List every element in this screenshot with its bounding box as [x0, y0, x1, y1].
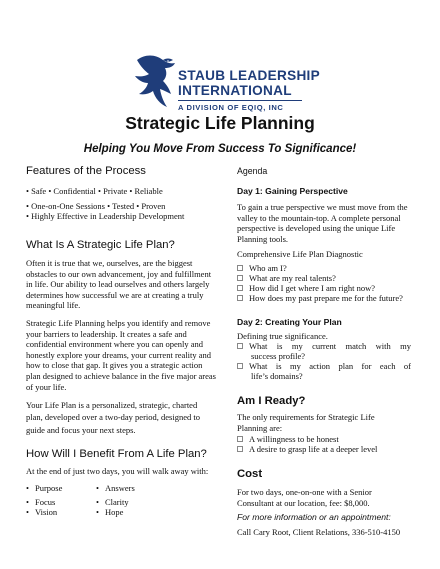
what-is-para-3: Your Life Plan is a personalized, strategic, charted plan, developed over a two-day period, designed to guide and focus your next steps.	[26, 400, 200, 435]
features-line-2: • One-on-One Sessions • Tested • Proven	[26, 201, 166, 211]
what-is-para-1: Often it is true that we, ourselves, are the biggest obstacles to our own advancement, joy and fulfillment in life. Our ability to lead ourselves and others largely determines how successful we are at creating a truly meaningful life.	[26, 258, 212, 311]
what-is-para-2: Strategic Life Planning helps you identify and remove your barriers to leadership. It creates a safe and confidential environment where you can openly and honestly explore your dreams, your current reality and how to close that gap. It gives you a strategic action plan designed to achieve balance in the five major areas of your life.	[26, 318, 216, 392]
list-item: What is my action plan for each of	[237, 361, 411, 372]
checkbox-icon	[237, 295, 243, 301]
day2-heading: Day 2: Creating Your Plan	[237, 317, 342, 327]
checkbox-icon	[237, 446, 243, 452]
day1-para: To gain a true perspective we must move from the valley to the mountain-top. A complete personal perspective is developed using the unique Life Planning tools.	[237, 202, 408, 244]
agenda-heading: Agenda	[237, 166, 268, 176]
ready-intro: The only requirements for Strategic Life Planning are:	[237, 412, 375, 433]
list-item: • Clarity	[96, 497, 129, 507]
day1-diagnostic: Comprehensive Life Plan Diagnostic	[237, 249, 363, 259]
list-item: How did I get where I am right now?	[237, 283, 375, 294]
more-info-text: For more information or an appointment:	[237, 512, 391, 522]
page-title: Strategic Life Planning	[125, 113, 315, 133]
benefit-intro: At the end of just two days, you will walk away with:	[26, 466, 209, 476]
day2-intro: Defining true significance.	[237, 331, 328, 341]
features-line-3: • Highly Effective in Leadership Development	[26, 211, 185, 221]
list-item: • Focus	[26, 497, 56, 507]
list-item: A willingness to be honest	[237, 434, 339, 445]
list-item: What are my real talents?	[237, 273, 336, 284]
org-division: A DIVISION OF EQIQ, INC	[178, 103, 284, 112]
list-item: Who am I?	[237, 263, 287, 274]
cost-heading: Cost	[237, 468, 263, 480]
checkbox-icon	[237, 436, 243, 442]
features-line-1: • Safe • Confidential • Private • Reliable	[26, 186, 163, 196]
ready-heading: Am I Ready?	[237, 395, 306, 407]
what-is-heading: What Is A Strategic Life Plan?	[26, 239, 175, 251]
org-name-block	[178, 68, 320, 112]
contact-text: Call Cary Root, Client Relations, 336-510-4150	[237, 527, 401, 537]
benefit-heading: How Will I Benefit From A Life Plan?	[26, 448, 207, 460]
list-item: • Purpose	[26, 483, 63, 493]
org-name-line1: STAUB LEADERSHIP	[178, 68, 321, 83]
list-item: How does my past prepare me for the future?	[237, 293, 403, 304]
org-name-line2: INTERNATIONAL	[178, 83, 292, 98]
list-item: A desire to grasp life at a deeper level	[237, 444, 377, 455]
checkbox-icon	[237, 275, 243, 281]
list-item-cont: success profile?	[251, 351, 306, 361]
eagle-icon	[133, 50, 179, 110]
checkbox-icon	[237, 363, 243, 369]
cost-para: For two days, one-on-one with a Senior Consultant at our location, fee: $8,000.	[237, 487, 372, 508]
list-item: • Answers	[96, 483, 135, 493]
list-item-cont: life’s domains?	[251, 371, 303, 381]
checkbox-icon	[237, 285, 243, 291]
day1-heading: Day 1: Gaining Perspective	[237, 186, 348, 196]
checkbox-icon	[237, 343, 243, 349]
list-item: What is my current match with my	[237, 341, 411, 352]
features-heading: Features of the Process	[26, 165, 146, 177]
org-divider	[178, 100, 302, 101]
checkbox-icon	[237, 265, 243, 271]
list-item: • Hope	[96, 507, 124, 517]
list-item: • Vision	[26, 507, 58, 517]
page-subtitle: Helping You Move From Success To Significance!	[83, 143, 357, 155]
